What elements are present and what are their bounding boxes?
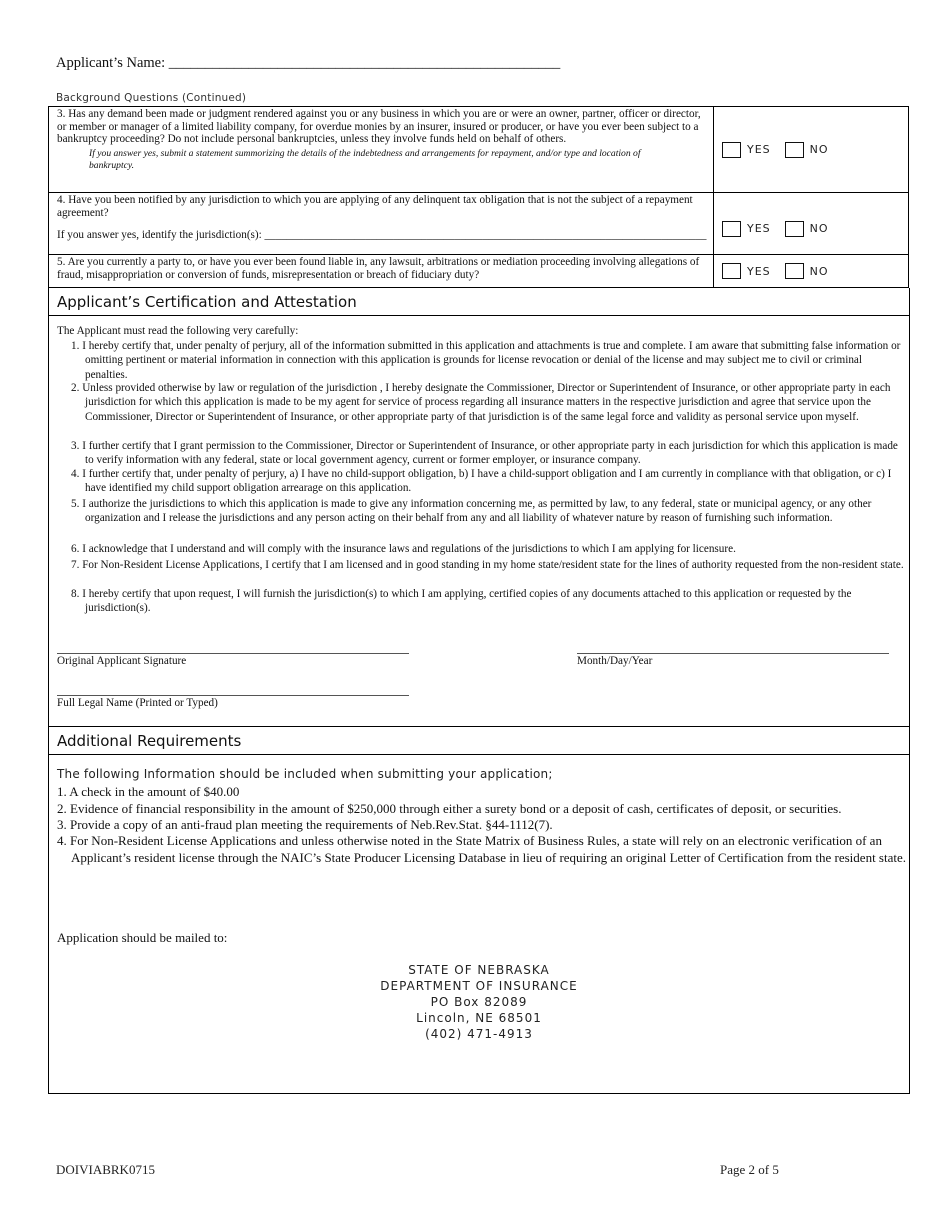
- signature-label: Original Applicant Signature: [57, 655, 187, 667]
- question-5-yes-checkbox[interactable]: [722, 263, 741, 279]
- certification-section: [48, 288, 910, 1094]
- question-3-yes-label: YES: [747, 143, 771, 156]
- question-3-answers: [714, 107, 909, 193]
- certification-item-6: 6. I acknowledge that I understand and will comply with the insurance laws and regulations of the jurisdictions to which I am applying for licensure.: [71, 543, 736, 555]
- address-line-1: STATE OF NEBRASKA: [408, 963, 550, 977]
- applicant-name-field[interactable]: Applicant’s Name: ______________________________________________________: [56, 55, 561, 71]
- question-5-text: 5. Are you currently a party to, or have you ever been found liable in, any lawsuit, arbitrations or mediation proceeding involving allegations of fraud, misappropriation or conversion of funds, misrepresentation or breach of fiduciary duty?: [57, 256, 700, 281]
- question-row-4: [49, 193, 909, 255]
- requirement-item-4: 4. For Non-Resident License Applications and unless otherwise noted in the State Matrix of Business Rules, a state will rely on an electronic verification of an Applicant’s resident license through the NAIC’s State Producer Licensing Database in lieu of requiring an original Letter of Certification from the resident state.: [57, 833, 907, 865]
- certification-item-8: 8. I hereby certify that upon request, I will furnish the jurisdiction(s) to which I am applying, certified copies of any documents attached to this application or requested by the jurisdiction(s).: [71, 588, 852, 615]
- question-3-note: If you answer yes, submit a statement summorizing the details of the indebtedness and arrangements for repayment, and/or type and location of bankruptcy.: [89, 147, 641, 172]
- address-line-2: DEPARTMENT OF INSURANCE: [380, 979, 578, 993]
- certification-item-1: 1. I hereby certify that, under penalty of perjury, all of the information submitted in this application and attachments is true and complete. I am aware that submitting false information or omitting pertinent or material information in connection with this application is grounds for license revocation or denial of the license and may subject me to civil or criminal penalties.: [71, 340, 901, 381]
- question-row-3: [49, 107, 909, 193]
- mailing-address: [49, 962, 909, 1042]
- question-3-no-label: NO: [809, 143, 829, 156]
- question-row-5: [49, 255, 909, 288]
- question-4-jurisdiction-field[interactable]: If you answer yes, identify the jurisdiction(s): _______________________________________________________________________________: [57, 229, 707, 242]
- form-code: DOIVIABRK0715: [56, 1162, 155, 1177]
- question-4-yes-checkbox[interactable]: [722, 221, 741, 237]
- address-phone: (402) 471-4913: [425, 1027, 533, 1041]
- certification-item-5: 5. I authorize the jurisdictions to which this application is made to give any information concerning me, as permitted by law, to any federal, state or municipal agency, or any other organization and I release the jurisdictions and any person acting on their behalf from any and all liability of whatever nature by reason of furnishing such information.: [71, 498, 872, 525]
- question-4-no-label: NO: [809, 222, 829, 235]
- page-number: Page 2 of 5: [720, 1162, 779, 1177]
- question-4-text: 4. Have you been notified by any jurisdiction to which you are applying of any delinquent tax obligation that is not the subject of a repayment agreement?: [57, 194, 693, 219]
- question-4-yes-label: YES: [747, 222, 771, 235]
- question-3-yes-checkbox[interactable]: [722, 142, 741, 158]
- question-5-no-checkbox[interactable]: [785, 263, 804, 279]
- requirement-item-1: 1. A check in the amount of $40.00: [57, 784, 240, 799]
- certification-item-2: 2. Unless provided otherwise by law or regulation of the jurisdiction , I hereby designate the Commissioner, Director or Superintendent of Insurance, or other appropriate party in each jurisdiction for which this application is made to be my agent for service of process regarding all insurance matters in the respective jurisdiction and agree that service upon the Commissioner, Director or Superintendent of Insurance, or other appropriate party of that jurisdiction is of the same legal force and validity as personal service upon myself.: [71, 382, 891, 423]
- signature-line[interactable]: [57, 653, 409, 654]
- question-4-answers: [714, 193, 909, 255]
- date-label: Month/Day/Year: [577, 655, 653, 667]
- question-5-no-label: NO: [809, 264, 829, 278]
- full-name-label: Full Legal Name (Printed or Typed): [57, 697, 218, 709]
- address-line-4: Lincoln, NE 68501: [416, 1011, 542, 1025]
- background-questions-title: Background Questions (Continued): [56, 92, 247, 104]
- date-line[interactable]: [577, 653, 889, 654]
- certification-item-3: 3. I further certify that I grant permission to the Commissioner, Director or Superintendent of Insurance, or other appropriate party in each jurisdiction for which this application is made to verify information with any federal, state or local government agency, current or former employer, or insurance company.: [71, 440, 898, 467]
- additional-requirements-intro: The following Information should be included when submitting your application;: [57, 767, 553, 781]
- question-3-text: 3. Has any demand been made or judgment rendered against you or any business in which you are or were an owner, partner, officer or director, or member or manager of a limited liability company, for overdue monies by an insurer, insured or producer, or have you ever been subject to a bankruptcy proceeding? Do not include personal bankruptcies, unless they involve funds held on behalf of others.: [57, 108, 701, 146]
- certification-intro: The Applicant must read the following very carefully:: [57, 325, 299, 337]
- background-questions-table: [48, 106, 909, 288]
- address-line-3: PO Box 82089: [430, 995, 528, 1009]
- requirement-item-3: 3. Provide a copy of an anti-fraud plan meeting the requirements of Neb.Rev.Stat. §44-1112(7).: [57, 817, 553, 832]
- certification-item-4: 4. I further certify that, under penalty of perjury, a) I have no child-support obligation, b) I have a child-support obligation and I am currently in compliance with that obligation, or c) I have identified my child support obligation arrearage on this application.: [71, 468, 892, 495]
- certification-title: Applicant’s Certification and Attestation: [49, 288, 909, 316]
- additional-requirements-title: Additional Requirements: [49, 727, 909, 755]
- requirement-item-2: 2. Evidence of financial responsibility in the amount of $250,000 through either a surety bond or a deposit of cash, certificates of deposit, or securities.: [57, 801, 842, 816]
- question-5-yes-label: YES: [747, 264, 771, 278]
- question-3-no-checkbox[interactable]: [785, 142, 804, 158]
- mail-to-label: Application should be mailed to:: [57, 930, 228, 945]
- question-5-answers: [714, 255, 909, 288]
- full-name-line[interactable]: [57, 695, 409, 696]
- question-4-no-checkbox[interactable]: [785, 221, 804, 237]
- certification-item-7: 7. For Non-Resident License Applications, I certify that I am licensed and in good standing in my home state/resident state for the lines of authority requested from the non-resident state.: [71, 559, 904, 571]
